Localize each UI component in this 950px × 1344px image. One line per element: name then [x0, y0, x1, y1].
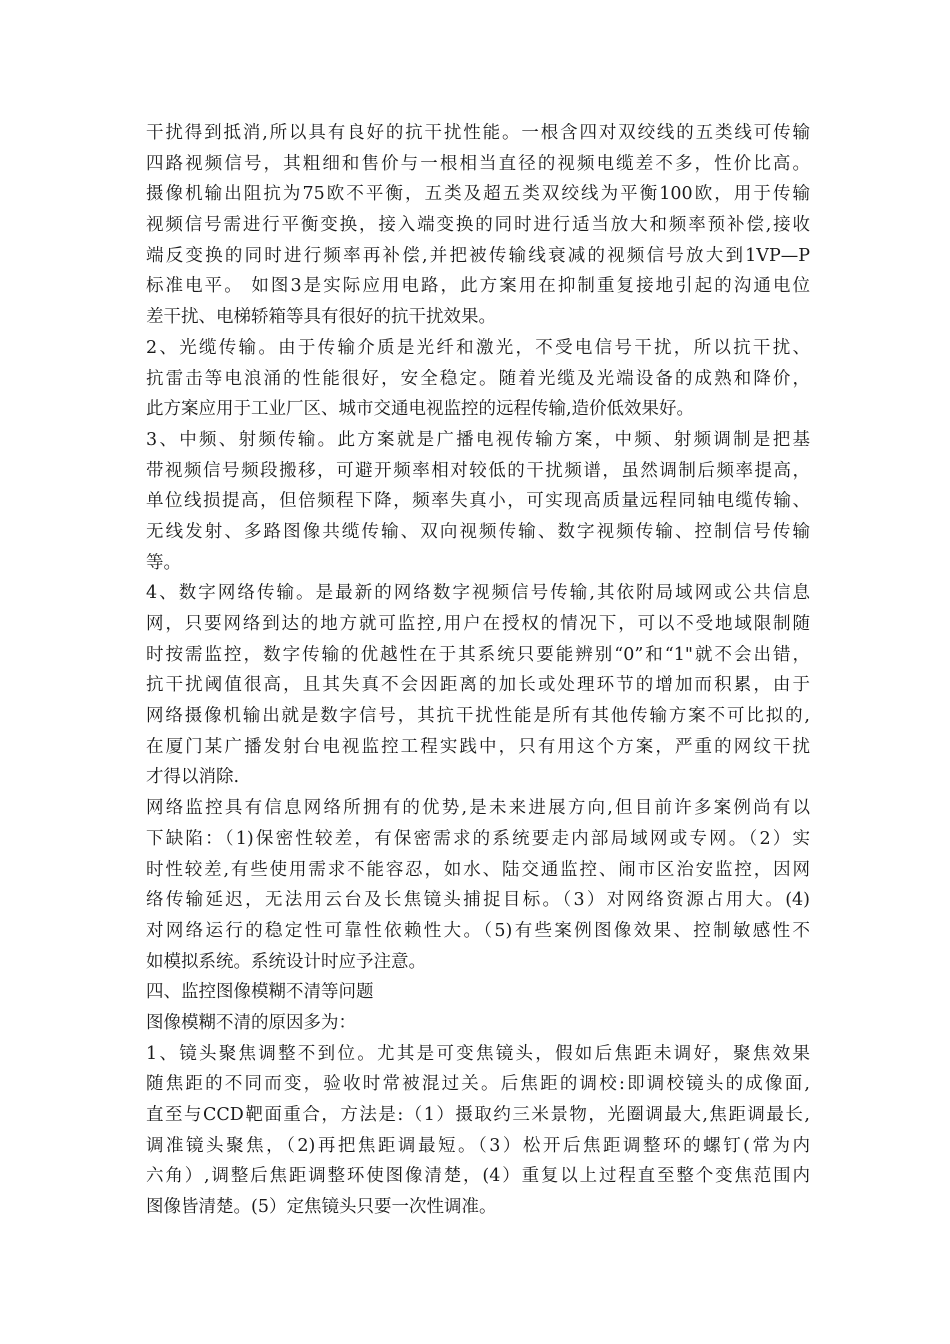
text-line: 在厦门某广播发射台电视监控工程实践中，只有用这个方案，严重的网纹干扰: [146, 736, 810, 757]
text-line: 摄像机输出阻抗为75欧不平衡，五类及超五类双绞线为平衡100欧，用于传输: [146, 184, 810, 205]
text-line: 如模拟系统。系统设计时应予注意。: [146, 951, 426, 972]
text-line: 等。: [146, 552, 181, 573]
text-line: 带视频信号频段搬移，可避开频率相对较低的干扰频谱，虽然调制后频率提高，: [146, 460, 810, 481]
text-line: 网，只要网络到达的地方就可监控,用户在授权的情况下，可以不受地域限制随: [146, 614, 810, 634]
text-line: 对网络运行的稳定性可靠性依赖性大。（5)有些案例图像效果、控制敏感性不: [146, 920, 810, 941]
text-line: 此方案应用于工业厂区、城市交通电视监控的远程传输,造价低效果好。: [146, 399, 695, 420]
document-page: [146, 118, 810, 1223]
text-line: 单位线损提高，但倍频程下降，频率失真小，可实现高质量远程同轴电缆传输、: [146, 491, 810, 512]
text-line: 抗雷击等电浪涌的性能很好，安全稳定。随着光缆及光端设备的成熟和降价，: [146, 368, 810, 389]
text-line: 网络监控具有信息网络所拥有的优势,是未来进展方向,但目前许多案例尚有以: [146, 798, 810, 819]
text-line: 下缺陷：（1)保密性较差，有保密需求的系统要走内部局域网或专网。（2）实: [146, 828, 810, 849]
text-line: 3、中频、射频传输。此方案就是广播电视传输方案，中频、射频调制是把基: [146, 429, 810, 450]
text-line: 无线发射、多路图像共缆传输、双向视频传输、数字视频传输、控制信号传输: [146, 521, 810, 542]
text-line: 干扰得到抵消,所以具有良好的抗干扰性能。一根含四对双绞线的五类线可传输: [146, 123, 810, 143]
text-line: 四路视频信号，其粗细和售价与一根相当直径的视频电缆差不多，性价比高。: [146, 153, 810, 174]
text-line: 端反变换的同时进行频率再补偿,并把被传输线衰减的视频信号放大到1VP—P: [146, 245, 810, 266]
text-line: 1、镜头聚焦调整不到位。尤其是可变焦镜头，假如后焦距未调好，聚焦效果: [146, 1043, 810, 1064]
text-line: 抗干扰阈值很高，且其失真不会因距离的加长或处理环节的增加而积累，由于: [146, 675, 810, 696]
text-line: 时性较差,有些使用需求不能容忍，如水、陆交通监控、闹市区治安监控，因网: [146, 859, 810, 880]
text-line: 视频信号需进行平衡变换，接入端变换的同时进行适当放大和频率预补偿,接收: [146, 215, 810, 236]
text-line: 随焦距的不同而变，验收时常被混过关。后焦距的调校:即调校镜头的成像面,: [146, 1074, 810, 1095]
text-line: 差干扰、电梯轿箱等具有很好的抗干扰效果。: [146, 307, 496, 328]
text-line: 六角）,调整后焦距调整环使图像清楚，(4）重复以上过程直至整个变焦范围内: [146, 1166, 810, 1187]
text-line: 网络摄像机输出就是数字信号，其抗干扰性能是所有其他传输方案不可比拟的,: [146, 706, 810, 727]
text-line: 图像皆清楚。(5）定焦镜头只要一次性调准。: [146, 1197, 497, 1218]
text-line: 图像模糊不清的原因多为：: [146, 1012, 356, 1033]
text-line: 才得以消除.: [146, 767, 240, 788]
text-line: 调准镜头聚焦，（2)再把焦距调最短。（3）松开后焦距调整环的螺钉(常为内: [146, 1135, 810, 1156]
text-line: 直至与CCD靶面重合，方法是:（1）摄取约三米景物，光圈调最大,焦距调最长,: [146, 1105, 810, 1125]
text-line: 络传输延迟，无法用云台及长焦镜头捕捉目标。（3）对网络资源占用大。(4): [146, 890, 810, 911]
text-line: 标准电平。 如图3是实际应用电路，此方案用在抑制重复接地引起的沟通电位: [146, 276, 810, 297]
text-line: 四、监控图像模糊不清等问题: [146, 982, 374, 1003]
text-line: 4、数字网络传输。是最新的网络数字视频信号传输,其依附局域网或公共信息: [146, 583, 810, 604]
text-line: 时按需监控，数字传输的优越性在于其系统只要能辨别“0”和“1"就不会出错，: [146, 644, 810, 665]
text-line: 2、光缆传输。由于传输介质是光纤和激光，不受电信号干扰，所以抗干扰、: [146, 337, 810, 358]
